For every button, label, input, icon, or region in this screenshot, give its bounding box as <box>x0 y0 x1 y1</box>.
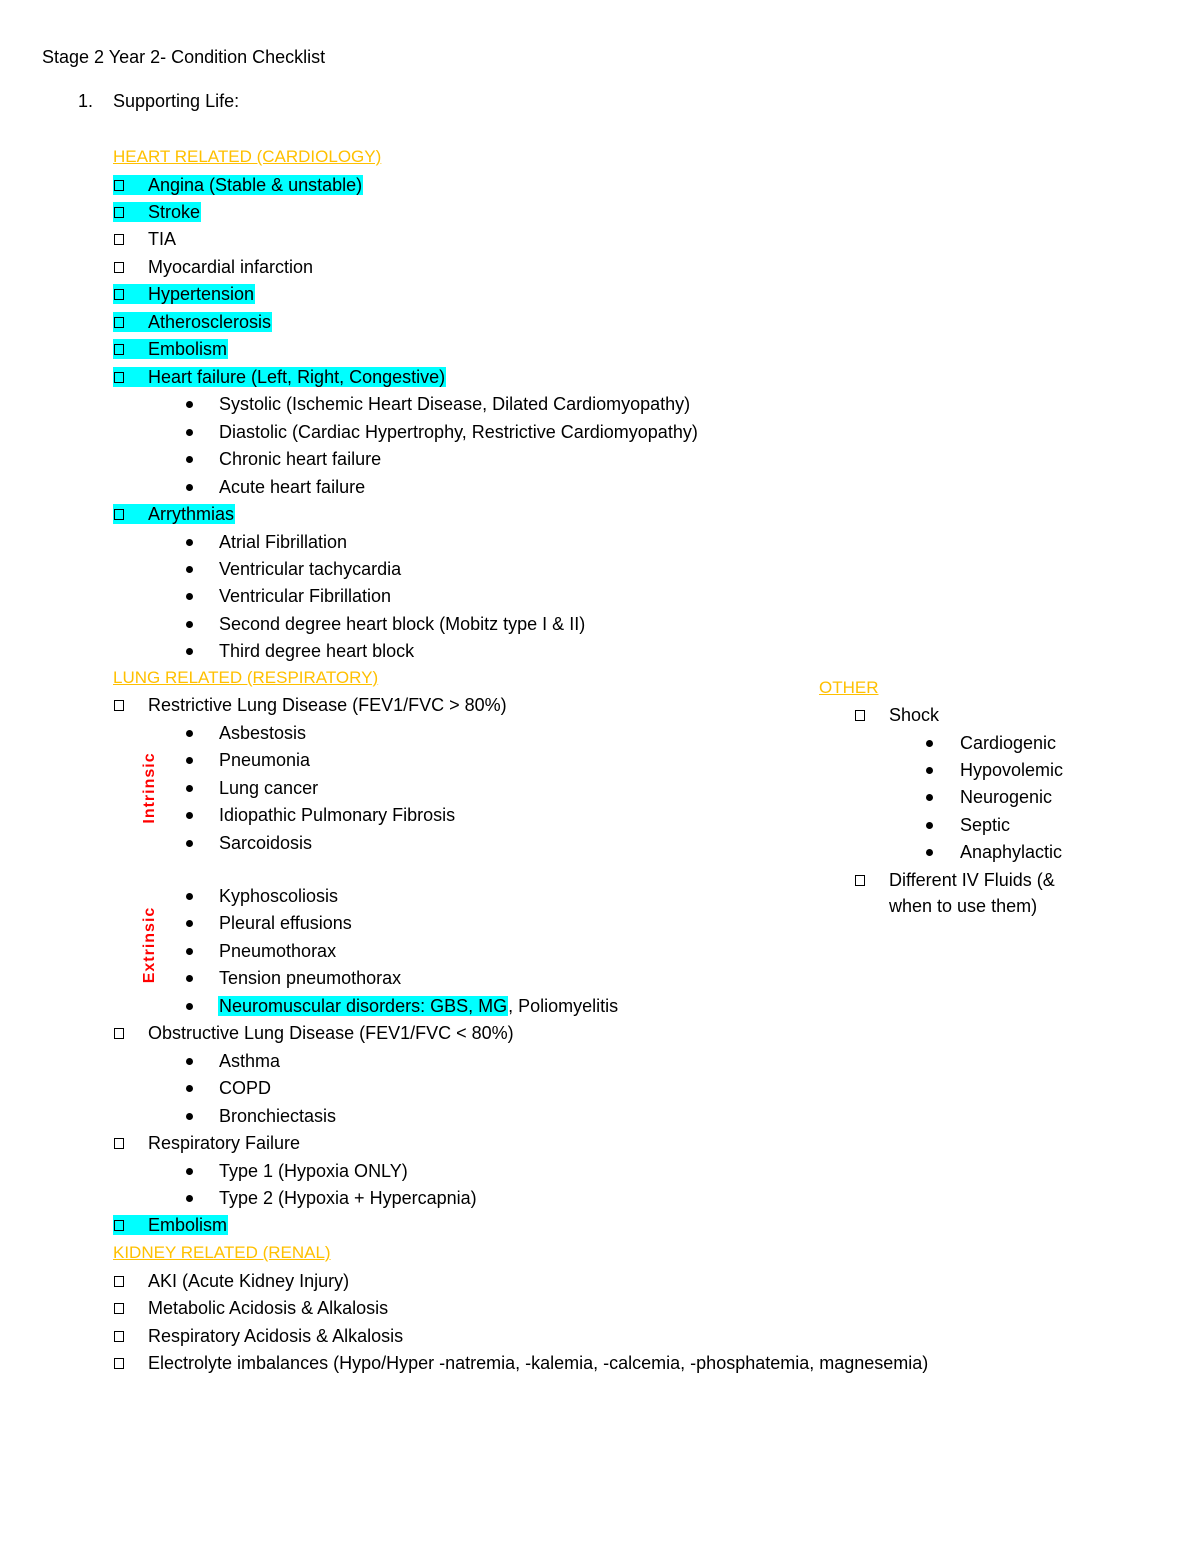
checklist-item-iv-fluids-line2: when to use them) <box>889 896 1038 916</box>
checklist-item-iv-fluids-line1: Different IV Fluids (& <box>889 870 1055 890</box>
bullet <box>186 893 193 900</box>
bullet <box>186 975 193 982</box>
bullet <box>186 539 193 546</box>
checkbox <box>114 1276 124 1287</box>
bullet <box>186 1085 193 1092</box>
extrinsic-label: Extrinsic <box>141 906 158 984</box>
list-item: Asthma <box>219 1051 281 1071</box>
bullet <box>186 840 193 847</box>
checkbox <box>114 1028 124 1039</box>
checklist-item-electrolyte: Electrolyte imbalances (Hypo/Hyper -natremia, -kalemia, -calcemia, -phosphatemia, magnesemia) <box>148 1353 929 1373</box>
bullet <box>926 849 933 856</box>
bullet <box>186 1168 193 1175</box>
page-title: Stage 2 Year 2- Condition Checklist <box>42 47 326 67</box>
other-heading: OTHER <box>819 678 879 697</box>
checkbox <box>855 710 865 721</box>
bullet <box>186 1003 193 1010</box>
checkbox <box>114 1358 124 1369</box>
checklist-item-mi: Myocardial infarction <box>148 257 314 277</box>
kidney-heading: KIDNEY RELATED (RENAL) <box>113 1243 331 1262</box>
list-item: Atrial Fibrillation <box>219 532 348 552</box>
checkbox <box>114 1220 124 1231</box>
bullet <box>186 812 193 819</box>
bullet <box>186 785 193 792</box>
checklist-item-embolism: Embolism <box>113 339 228 359</box>
bullet <box>186 593 193 600</box>
checklist-item-aki: AKI (Acute Kidney Injury) <box>148 1271 350 1291</box>
list-item: Lung cancer <box>219 778 319 798</box>
heart-heading: HEART RELATED (CARDIOLOGY) <box>113 147 382 166</box>
checkbox <box>114 700 124 711</box>
checkbox <box>114 262 124 273</box>
list-item: Pneumothorax <box>219 941 337 961</box>
checklist-item-stroke: Stroke <box>113 202 201 222</box>
checklist-item-arrhythmias: Arrythmias <box>113 504 235 524</box>
checklist-item-restrictive: Restrictive Lung Disease (FEV1/FVC > 80%) <box>148 695 507 715</box>
list-item: Asbestosis <box>219 723 307 743</box>
checklist-item-lung-embolism: Embolism <box>113 1215 228 1235</box>
bullet <box>186 401 193 408</box>
list-item: Ventricular Fibrillation <box>219 586 392 606</box>
list-item: Chronic heart failure <box>219 449 382 469</box>
bullet <box>186 648 193 655</box>
bullet <box>186 1195 193 1202</box>
bullet <box>926 767 933 774</box>
bullet <box>186 757 193 764</box>
list-item: COPD <box>219 1078 272 1098</box>
bullet <box>926 794 933 801</box>
checklist-item-tia: TIA <box>148 229 177 249</box>
section-title: Supporting Life: <box>113 91 240 111</box>
checkbox <box>114 234 124 245</box>
checklist-item-hypertension: Hypertension <box>113 284 255 304</box>
list-item: Bronchiectasis <box>219 1106 337 1126</box>
checkbox <box>114 180 124 191</box>
list-item: Type 1 (Hypoxia ONLY) <box>219 1161 408 1181</box>
list-item: Anaphylactic <box>960 842 1063 862</box>
checklist-item-metabolic: Metabolic Acidosis & Alkalosis <box>148 1298 389 1318</box>
list-item: Idiopathic Pulmonary Fibrosis <box>219 805 456 825</box>
checklist-item-respiratory-acidosis: Respiratory Acidosis & Alkalosis <box>148 1326 404 1346</box>
bullet <box>186 484 193 491</box>
bullet <box>926 740 933 747</box>
list-item: Hypovolemic <box>960 760 1064 780</box>
section-number: 1. <box>78 91 94 111</box>
list-item: Tension pneumothorax <box>219 968 402 988</box>
bullet <box>186 566 193 573</box>
bullet <box>186 1113 193 1120</box>
checkbox <box>855 875 865 886</box>
bullet <box>186 730 193 737</box>
bullet <box>186 429 193 436</box>
neuromuscular-rest: , Poliomyelitis <box>508 996 619 1016</box>
list-item: Kyphoscoliosis <box>219 886 339 906</box>
checkbox <box>114 344 124 355</box>
list-item: Neurogenic <box>960 787 1053 807</box>
list-item-neuromuscular <box>218 995 618 1017</box>
intrinsic-label: Intrinsic <box>141 752 158 824</box>
checkbox <box>114 289 124 300</box>
bullet <box>926 822 933 829</box>
checklist-item-atherosclerosis: Atherosclerosis <box>113 312 272 332</box>
list-item: Diastolic (Cardiac Hypertrophy, Restrictive Cardiomyopathy) <box>219 422 698 442</box>
checklist-item-shock: Shock <box>889 705 940 725</box>
list-item: Sarcoidosis <box>219 833 313 853</box>
checkbox <box>114 207 124 218</box>
list-item: Pleural effusions <box>219 913 352 933</box>
bullet <box>186 948 193 955</box>
bullet <box>186 456 193 463</box>
lung-heading: LUNG RELATED (RESPIRATORY) <box>113 668 379 687</box>
list-item: Ventricular tachycardia <box>219 559 402 579</box>
checklist-item-angina: Angina (Stable & unstable) <box>113 175 363 195</box>
list-item: Acute heart failure <box>219 477 366 497</box>
bullet <box>186 920 193 927</box>
checkbox <box>114 1303 124 1314</box>
checklist-item-obstructive: Obstructive Lung Disease (FEV1/FVC < 80%) <box>148 1023 514 1043</box>
bullet <box>186 1058 193 1065</box>
list-item: Pneumonia <box>219 750 311 770</box>
list-item: Second degree heart block (Mobitz type I & II) <box>219 614 586 634</box>
checkbox <box>114 1138 124 1149</box>
checkbox <box>114 509 124 520</box>
checkbox <box>114 317 124 328</box>
checkbox <box>114 1331 124 1342</box>
checkbox <box>114 372 124 383</box>
checklist-item-heart-failure: Heart failure (Left, Right, Congestive) <box>113 367 446 387</box>
list-item: Cardiogenic <box>960 733 1057 753</box>
list-item: Septic <box>960 815 1011 835</box>
list-item: Third degree heart block <box>219 641 415 661</box>
list-item: Type 2 (Hypoxia + Hypercapnia) <box>219 1188 477 1208</box>
checklist-item-respiratory-failure: Respiratory Failure <box>148 1133 301 1153</box>
bullet <box>186 621 193 628</box>
neuromuscular-highlight: Neuromuscular disorders: GBS, MG <box>219 996 508 1016</box>
list-item: Systolic (Ischemic Heart Disease, Dilated Cardiomyopathy) <box>219 394 691 414</box>
